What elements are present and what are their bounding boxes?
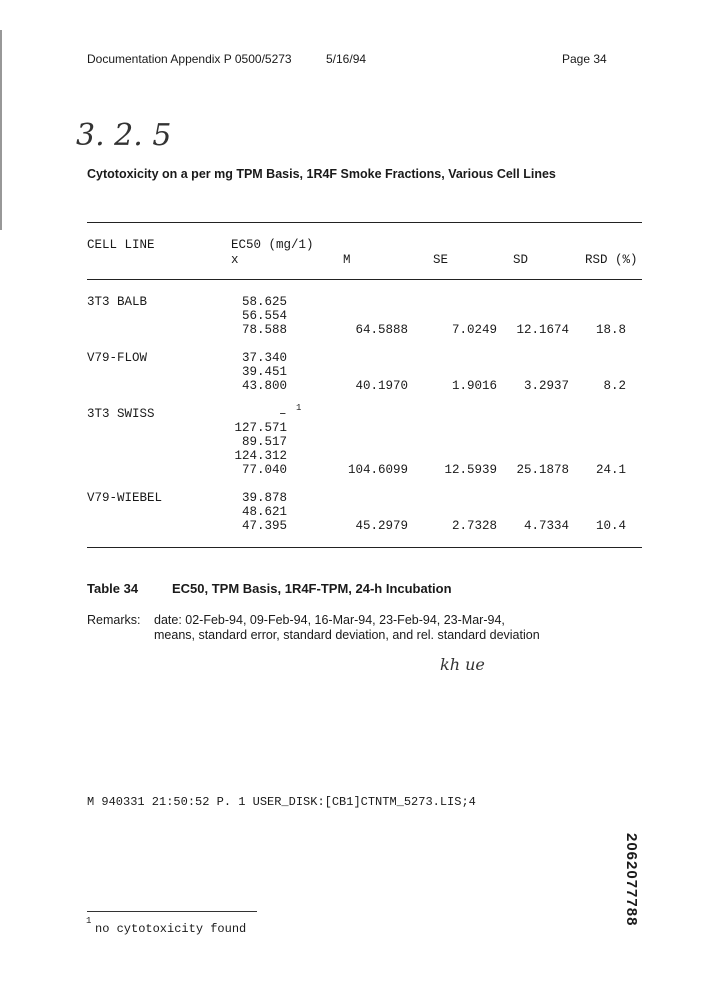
rsd-value: 24.1 — [595, 463, 626, 477]
se-value: 12.5939 — [444, 463, 497, 477]
bates-number: 2062077788 — [623, 833, 640, 927]
cell-line: V79-FLOW — [87, 351, 148, 365]
sd-value: 4.7334 — [523, 519, 569, 533]
x-value: 58.625 — [241, 295, 287, 309]
x-value: 39.878 — [241, 491, 287, 505]
cell-line: 3T3 SWISS — [87, 407, 155, 421]
no-value-dash: – — [279, 407, 287, 421]
page-title: Cytotoxicity on a per mg TPM Basis, 1R4F Smoke Fractions, Various Cell Lines — [87, 167, 556, 181]
remarks-label: Remarks: — [87, 613, 141, 627]
x-value: 39.451 — [241, 365, 287, 379]
col-header-sd: SD — [513, 253, 529, 267]
col-header-cell-line: CELL LINE — [87, 238, 155, 252]
table-bottom-rule — [87, 547, 642, 548]
rsd-value: 18.8 — [595, 323, 626, 337]
col-header-x: x — [231, 253, 239, 267]
x-value: 77.040 — [241, 463, 287, 477]
footnote-text: no cytotoxicity found — [95, 922, 247, 936]
file-path-line: M 940331 21:50:52 P. 1 USER_DISK:[CB1]CTNTM_5273.LIS;4 — [87, 795, 476, 809]
rsd-value: 8.2 — [603, 379, 626, 393]
table-header-rule — [87, 279, 642, 280]
x-value: 78.588 — [241, 323, 287, 337]
col-header-ec50: EC50 (mg/1) — [231, 238, 314, 252]
scan-edge — [0, 30, 2, 230]
doc-id: Documentation Appendix P 0500/5273 — [87, 52, 292, 66]
mean-value: 64.5888 — [355, 323, 408, 337]
mean-value: 40.1970 — [355, 379, 408, 393]
mean-value: 45.2979 — [355, 519, 408, 533]
x-value: 48.621 — [241, 505, 287, 519]
table-top-rule — [87, 222, 642, 223]
sd-value: 25.1878 — [516, 463, 569, 477]
se-value: 2.7328 — [451, 519, 497, 533]
x-value: 56.554 — [241, 309, 287, 323]
x-value: 124.312 — [234, 449, 287, 463]
cell-line: V79-WIEBEL — [87, 491, 163, 505]
se-value: 1.9016 — [451, 379, 497, 393]
x-value: 89.517 — [241, 435, 287, 449]
col-header-m: M — [343, 253, 351, 267]
x-value: 43.800 — [241, 379, 287, 393]
sd-value: 12.1674 — [516, 323, 569, 337]
rsd-value: 10.4 — [595, 519, 626, 533]
col-header-se: SE — [433, 253, 449, 267]
footnote-ref: 1 — [296, 403, 302, 413]
page-number: Page 34 — [562, 52, 607, 66]
footnote-mark: 1 — [86, 916, 92, 926]
table-caption-label: Table 34 — [87, 581, 139, 596]
x-value: 37.340 — [241, 351, 287, 365]
doc-date: 5/16/94 — [326, 52, 367, 66]
remarks-line-1: date: 02-Feb-94, 09-Feb-94, 16-Mar-94, 23-Feb-94, 23-Mar-94, — [154, 613, 505, 627]
mean-value: 104.6099 — [347, 463, 408, 477]
footnote-rule — [87, 911, 257, 912]
handwritten-initials: kh ue — [440, 655, 485, 674]
x-value: 47.395 — [241, 519, 287, 533]
col-header-rsd: RSD (%) — [585, 253, 638, 267]
sd-value: 3.2937 — [523, 379, 569, 393]
remarks-line-2: means, standard error, standard deviation, and rel. standard deviation — [154, 628, 540, 642]
section-number-handwritten: 3. 2. 5 — [76, 118, 172, 153]
se-value: 7.0249 — [451, 323, 497, 337]
cell-line: 3T3 BALB — [87, 295, 148, 309]
table-caption-text: EC50, TPM Basis, 1R4F-TPM, 24-h Incubation — [172, 581, 452, 596]
x-value: 127.571 — [234, 421, 287, 435]
